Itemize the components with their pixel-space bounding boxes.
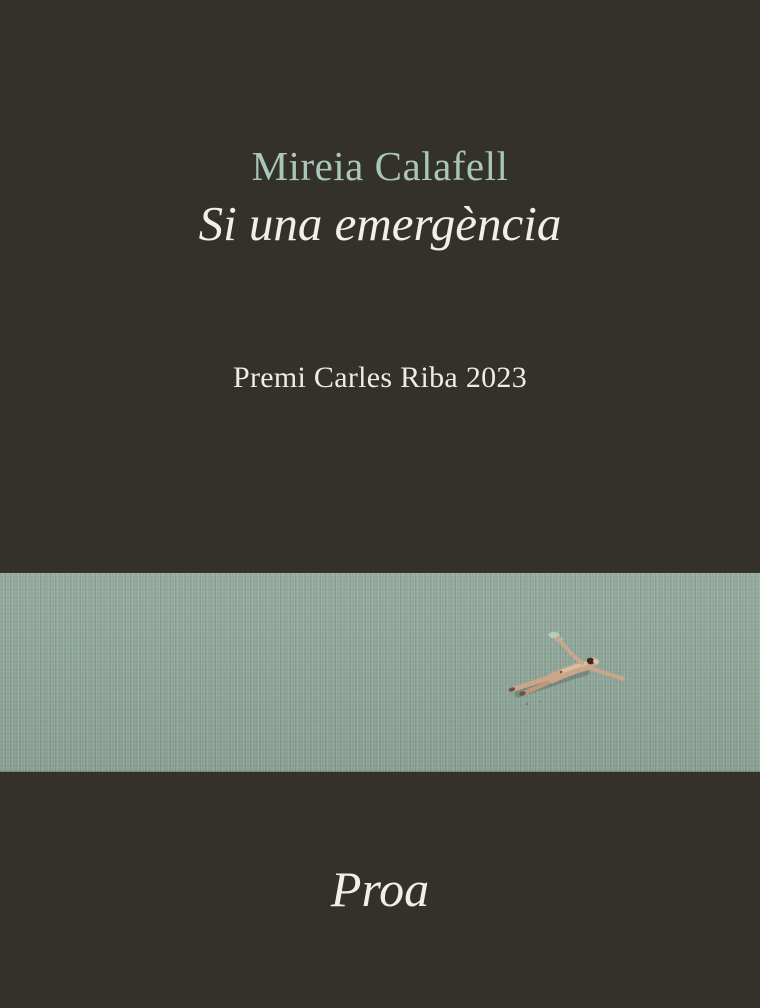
floating-figure-illustration [0,573,760,772]
publisher-logo: Proa [330,861,430,917]
water-speck [526,703,528,705]
figure-navel [560,671,563,674]
book-title: Si una emergència [198,196,562,251]
author-name: Mireia Calafell [251,143,509,189]
figure-hand-raised [555,636,560,641]
figure-arm-extended [590,668,621,678]
water-speck [539,701,541,703]
figure-hand-extended [620,676,625,681]
cover-art-band [0,573,760,772]
figure-arm-raised [559,640,582,663]
award-line: Premi Carles Riba 2023 [232,361,528,394]
